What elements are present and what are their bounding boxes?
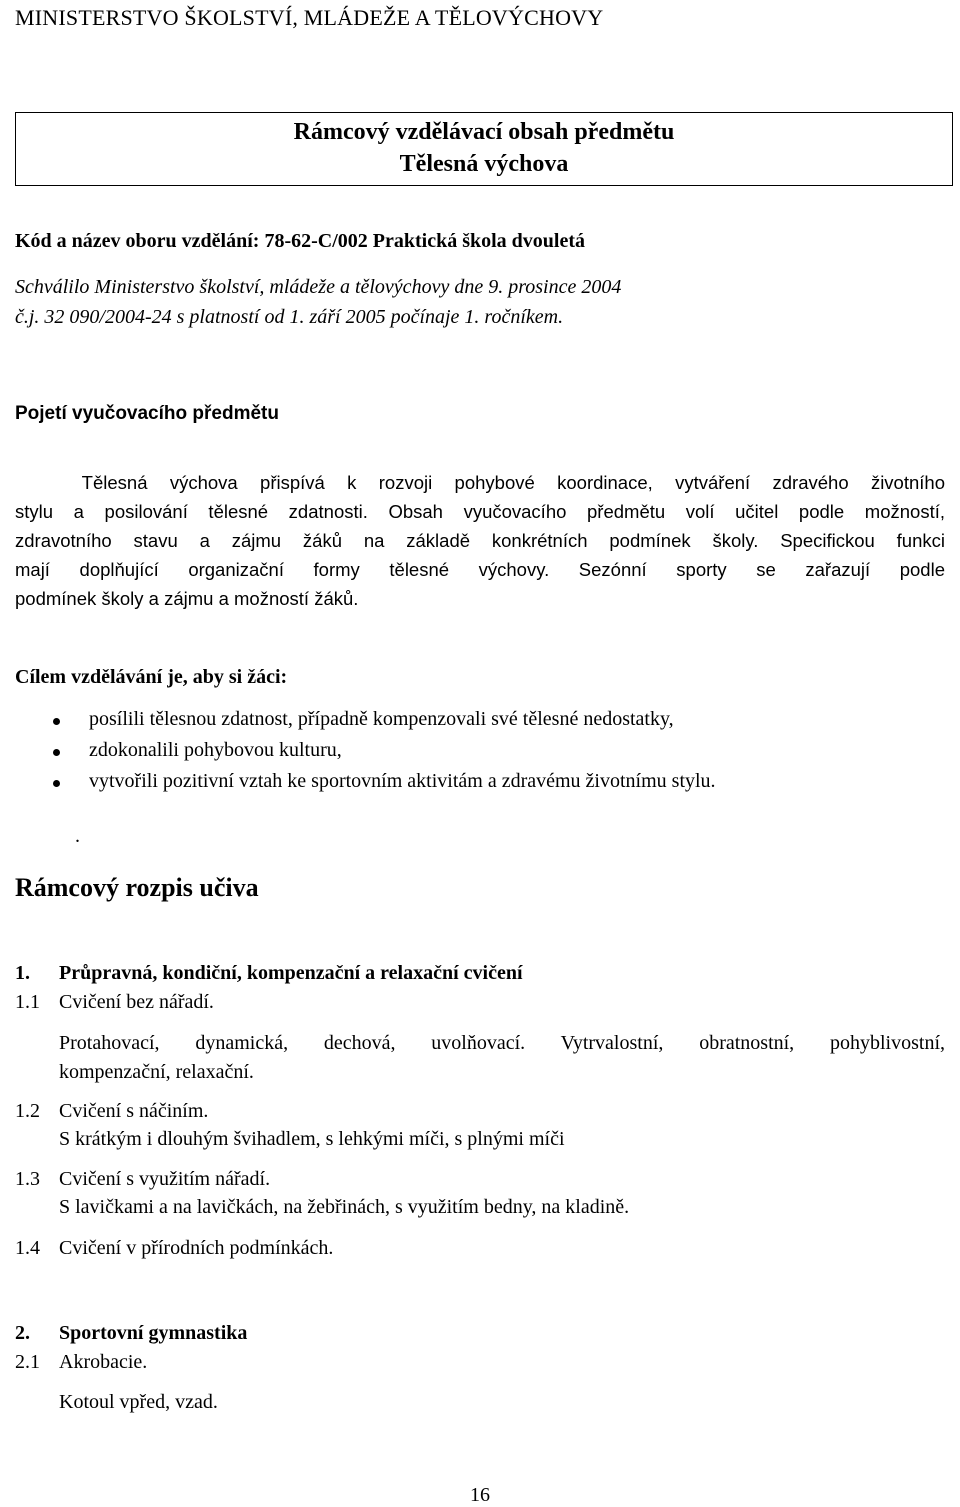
goal-text: vytvořili pozitivní vztah ke sportovním aktivitám a zdravému životnímu stylu. bbox=[89, 770, 716, 792]
bullet-icon bbox=[53, 749, 60, 756]
page-number: 16 bbox=[470, 1484, 490, 1506]
subsection-number: 2.1 bbox=[15, 1351, 40, 1373]
concept-line: mají doplňující organizační formy tělesné výchovy. Sezónní sporty se zařazují podle bbox=[15, 559, 945, 580]
approval-line-1: Schválilo Ministerstvo školství, mládeže a tělovýchovy dne 9. prosince 2004 bbox=[15, 276, 622, 298]
bullet-icon bbox=[53, 718, 60, 725]
subsection-text: S krátkým i dlouhým švihadlem, s lehkými míči, s plnými míči bbox=[59, 1128, 565, 1150]
subsection-title: Cvičení s využitím nářadí. bbox=[59, 1168, 271, 1190]
subsection-text: Kotoul vpřed, vzad. bbox=[59, 1391, 218, 1413]
subsection-text: Protahovací, dynamická, dechová, uvolňovací. Vytrvalostní, obratnostní, pohyblivostní, bbox=[59, 1032, 945, 1054]
subsection-text: S lavičkami a na lavičkách, na žebřinách, s využitím bedny, na kladině. bbox=[59, 1196, 630, 1218]
concept-line: stylu a posilování tělesné zdatnosti. Obsah vyučovacího předmětu volí učitel podle možností, bbox=[15, 501, 945, 522]
subsection-title: Cvičení s náčiním. bbox=[59, 1100, 209, 1122]
section-number: 2. bbox=[15, 1322, 30, 1344]
title-box bbox=[15, 112, 953, 186]
concept-paragraph bbox=[15, 468, 945, 613]
concept-heading: Pojetí vyučovacího předmětu bbox=[15, 403, 279, 424]
subsection-title: Cvičení v přírodních podmínkách. bbox=[59, 1237, 334, 1259]
goals-list bbox=[15, 707, 945, 800]
subsection-number: 1.1 bbox=[15, 991, 40, 1013]
concept-line: podmínek školy a zájmu a možností žáků. bbox=[15, 588, 359, 609]
list-item bbox=[15, 707, 945, 738]
subsection-number: 1.3 bbox=[15, 1168, 40, 1190]
goal-text: zdokonalili pohybovou kulturu, bbox=[89, 739, 342, 761]
approval-note bbox=[15, 272, 621, 332]
title-line-1: Rámcový vzdělávací obsah předmětu bbox=[293, 119, 675, 145]
subsection-number: 1.4 bbox=[15, 1237, 40, 1259]
approval-line-2: č.j. 32 090/2004-24 s platností od 1. září 2005 počínaje 1. ročníkem. bbox=[15, 306, 564, 328]
goals-heading: Cílem vzdělávání je, aby si žáci: bbox=[15, 666, 288, 688]
title-line-2: Tělesná výchova bbox=[399, 151, 569, 177]
concept-line: zdravotního stavu a zájmu žáků na základě konkrétních podmínek školy. Specifickou funkci bbox=[15, 530, 945, 551]
bullet-icon bbox=[53, 780, 60, 787]
section-number: 1. bbox=[15, 962, 30, 984]
concept-line: Tělesná výchova přispívá k rozvoji pohybové koordinace, vytváření zdravého životního bbox=[15, 472, 945, 493]
curriculum-heading: Rámcový rozpis učiva bbox=[15, 873, 259, 902]
section-title: Průpravná, kondiční, kompenzační a relaxační cvičení bbox=[59, 962, 523, 984]
subsection-title: Akrobacie. bbox=[59, 1351, 148, 1373]
program-code: Kód a název oboru vzdělání: 78-62-C/002 Praktická škola dvouletá bbox=[15, 230, 586, 252]
subsection-number: 1.2 bbox=[15, 1100, 40, 1122]
section-title: Sportovní gymnastika bbox=[59, 1322, 248, 1344]
subsection-text: kompenzační, relaxační. bbox=[59, 1061, 254, 1083]
trailing-dot: . bbox=[75, 825, 80, 847]
ministry-header: MINISTERSTVO ŠKOLSTVÍ, MLÁDEŽE A TĚLOVÝCHOVY bbox=[15, 5, 604, 30]
goal-text: posílili tělesnou zdatnost, případně kompenzovali své tělesné nedostatky, bbox=[89, 708, 674, 730]
list-item bbox=[15, 738, 945, 769]
list-item bbox=[15, 769, 945, 800]
subsection-title: Cvičení bez nářadí. bbox=[59, 991, 214, 1013]
